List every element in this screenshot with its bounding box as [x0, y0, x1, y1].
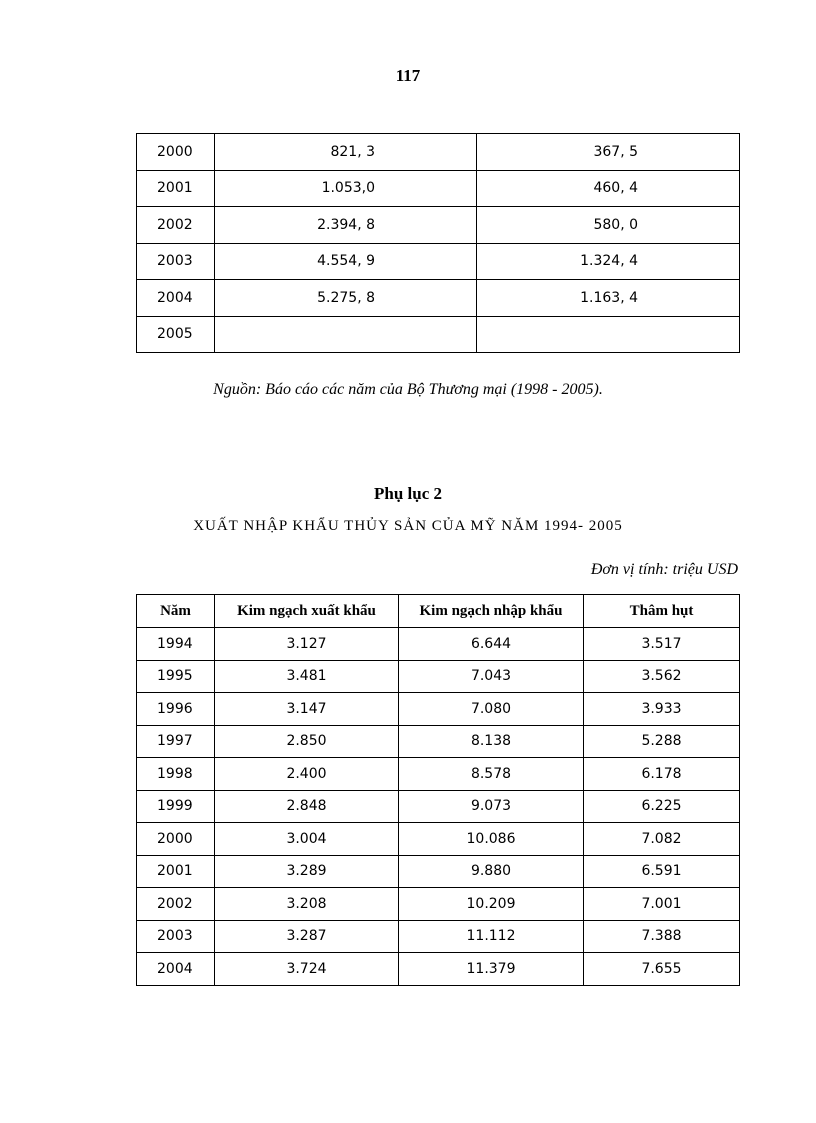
table-cell-c1: 4.554, 9 — [215, 243, 477, 280]
table-cell-export: 3.287 — [215, 920, 399, 953]
table-cell-import: 11.112 — [399, 920, 584, 953]
table-row — [137, 953, 740, 986]
table-cell-year: 1996 — [137, 693, 215, 726]
table-row — [137, 823, 740, 856]
table-cell-c2: 367, 5 — [477, 134, 740, 171]
table-cell-year: 2000 — [137, 823, 215, 856]
table-cell-export: 3.724 — [215, 953, 399, 986]
table-cell-year: 1999 — [137, 790, 215, 823]
table-cell-import: 8.578 — [399, 758, 584, 791]
table-cell-import: 10.209 — [399, 888, 584, 921]
table-cell-export: 2.848 — [215, 790, 399, 823]
table-cell-c1: 821, 3 — [215, 134, 477, 171]
table-row — [137, 628, 740, 661]
table-cell-export: 2.850 — [215, 725, 399, 758]
table-cell-deficit: 7.082 — [584, 823, 740, 856]
table-cell-deficit: 7.388 — [584, 920, 740, 953]
table-cell-deficit: 7.655 — [584, 953, 740, 986]
table-cell-import: 8.138 — [399, 725, 584, 758]
table-cell-import: 9.880 — [399, 855, 584, 888]
table-cell-deficit: 6.591 — [584, 855, 740, 888]
page-number: 117 — [395, 66, 421, 85]
table-cell-import: 7.080 — [399, 693, 584, 726]
table-row — [137, 855, 740, 888]
table-row — [137, 134, 740, 171]
table-cell-year: 2003 — [137, 920, 215, 953]
table-cell-year: 2005 — [137, 316, 215, 353]
appendix-subtitle: XUẤT NHẬP KHẨU THỦY SẢN CỦA MỸ NĂM 1994- 2005 — [193, 518, 623, 534]
table-cell-year: 1997 — [137, 725, 215, 758]
table-cell-export: 3.289 — [215, 855, 399, 888]
table-row — [137, 758, 740, 791]
table-cell-c2 — [477, 316, 740, 353]
source-note: Nguồn: Báo cáo các năm của Bộ Thương mại (1998 - 2005). — [213, 381, 603, 398]
table-cell-import: 7.043 — [399, 660, 584, 693]
table-row — [137, 920, 740, 953]
table-cell-year: 2004 — [137, 280, 215, 317]
table-cell-c1: 1.053,0 — [215, 170, 477, 207]
table-cell-export: 3.481 — [215, 660, 399, 693]
table-cell-export: 3.004 — [215, 823, 399, 856]
table-row — [137, 888, 740, 921]
trade-table-continued — [136, 133, 740, 353]
table-row — [137, 170, 740, 207]
table-cell-year: 2003 — [137, 243, 215, 280]
table-row — [137, 660, 740, 693]
table-cell-c1: 5.275, 8 — [215, 280, 477, 317]
table-cell-year: 2000 — [137, 134, 215, 171]
table-cell-deficit: 7.001 — [584, 888, 740, 921]
table-cell-import: 11.379 — [399, 953, 584, 986]
table-cell-year: 1998 — [137, 758, 215, 791]
table-cell-export: 3.147 — [215, 693, 399, 726]
unit-note: Đơn vị tính: triệu USD — [590, 561, 738, 578]
us-seafood-trade-table — [136, 594, 740, 986]
table-cell-c1: 2.394, 8 — [215, 207, 477, 244]
table-row — [137, 693, 740, 726]
table-cell-c2: 1.163, 4 — [477, 280, 740, 317]
table-row — [137, 725, 740, 758]
table-cell-deficit: 6.225 — [584, 790, 740, 823]
table-cell-year: 2004 — [137, 953, 215, 986]
table-cell-deficit: 3.517 — [584, 628, 740, 661]
table-cell-export: 2.400 — [215, 758, 399, 791]
header-import: Kim ngạch nhập khẩu — [399, 595, 584, 628]
table-row — [137, 790, 740, 823]
table-cell-import: 6.644 — [399, 628, 584, 661]
table-cell-deficit: 3.562 — [584, 660, 740, 693]
table-cell-import: 10.086 — [399, 823, 584, 856]
table-cell-import: 9.073 — [399, 790, 584, 823]
table-cell-c1 — [215, 316, 477, 353]
table-cell-c2: 1.324, 4 — [477, 243, 740, 280]
table-cell-year: 1995 — [137, 660, 215, 693]
table-cell-deficit: 5.288 — [584, 725, 740, 758]
table-row — [137, 280, 740, 317]
table-header-row — [137, 595, 740, 628]
header-export: Kim ngạch xuất khẩu — [215, 595, 399, 628]
table-cell-c2: 460, 4 — [477, 170, 740, 207]
table-cell-c2: 580, 0 — [477, 207, 740, 244]
table-cell-year: 2002 — [137, 207, 215, 244]
appendix-title: Phụ lục 2 — [373, 484, 443, 503]
table-row — [137, 316, 740, 353]
table-cell-year: 2001 — [137, 170, 215, 207]
table-cell-year: 1994 — [137, 628, 215, 661]
header-deficit: Thâm hụt — [584, 595, 740, 628]
table-row — [137, 243, 740, 280]
table-row — [137, 207, 740, 244]
table-cell-deficit: 3.933 — [584, 693, 740, 726]
header-year: Năm — [137, 595, 215, 628]
table-cell-year: 2002 — [137, 888, 215, 921]
table-cell-export: 3.208 — [215, 888, 399, 921]
table-cell-deficit: 6.178 — [584, 758, 740, 791]
table-cell-export: 3.127 — [215, 628, 399, 661]
table-cell-year: 2001 — [137, 855, 215, 888]
